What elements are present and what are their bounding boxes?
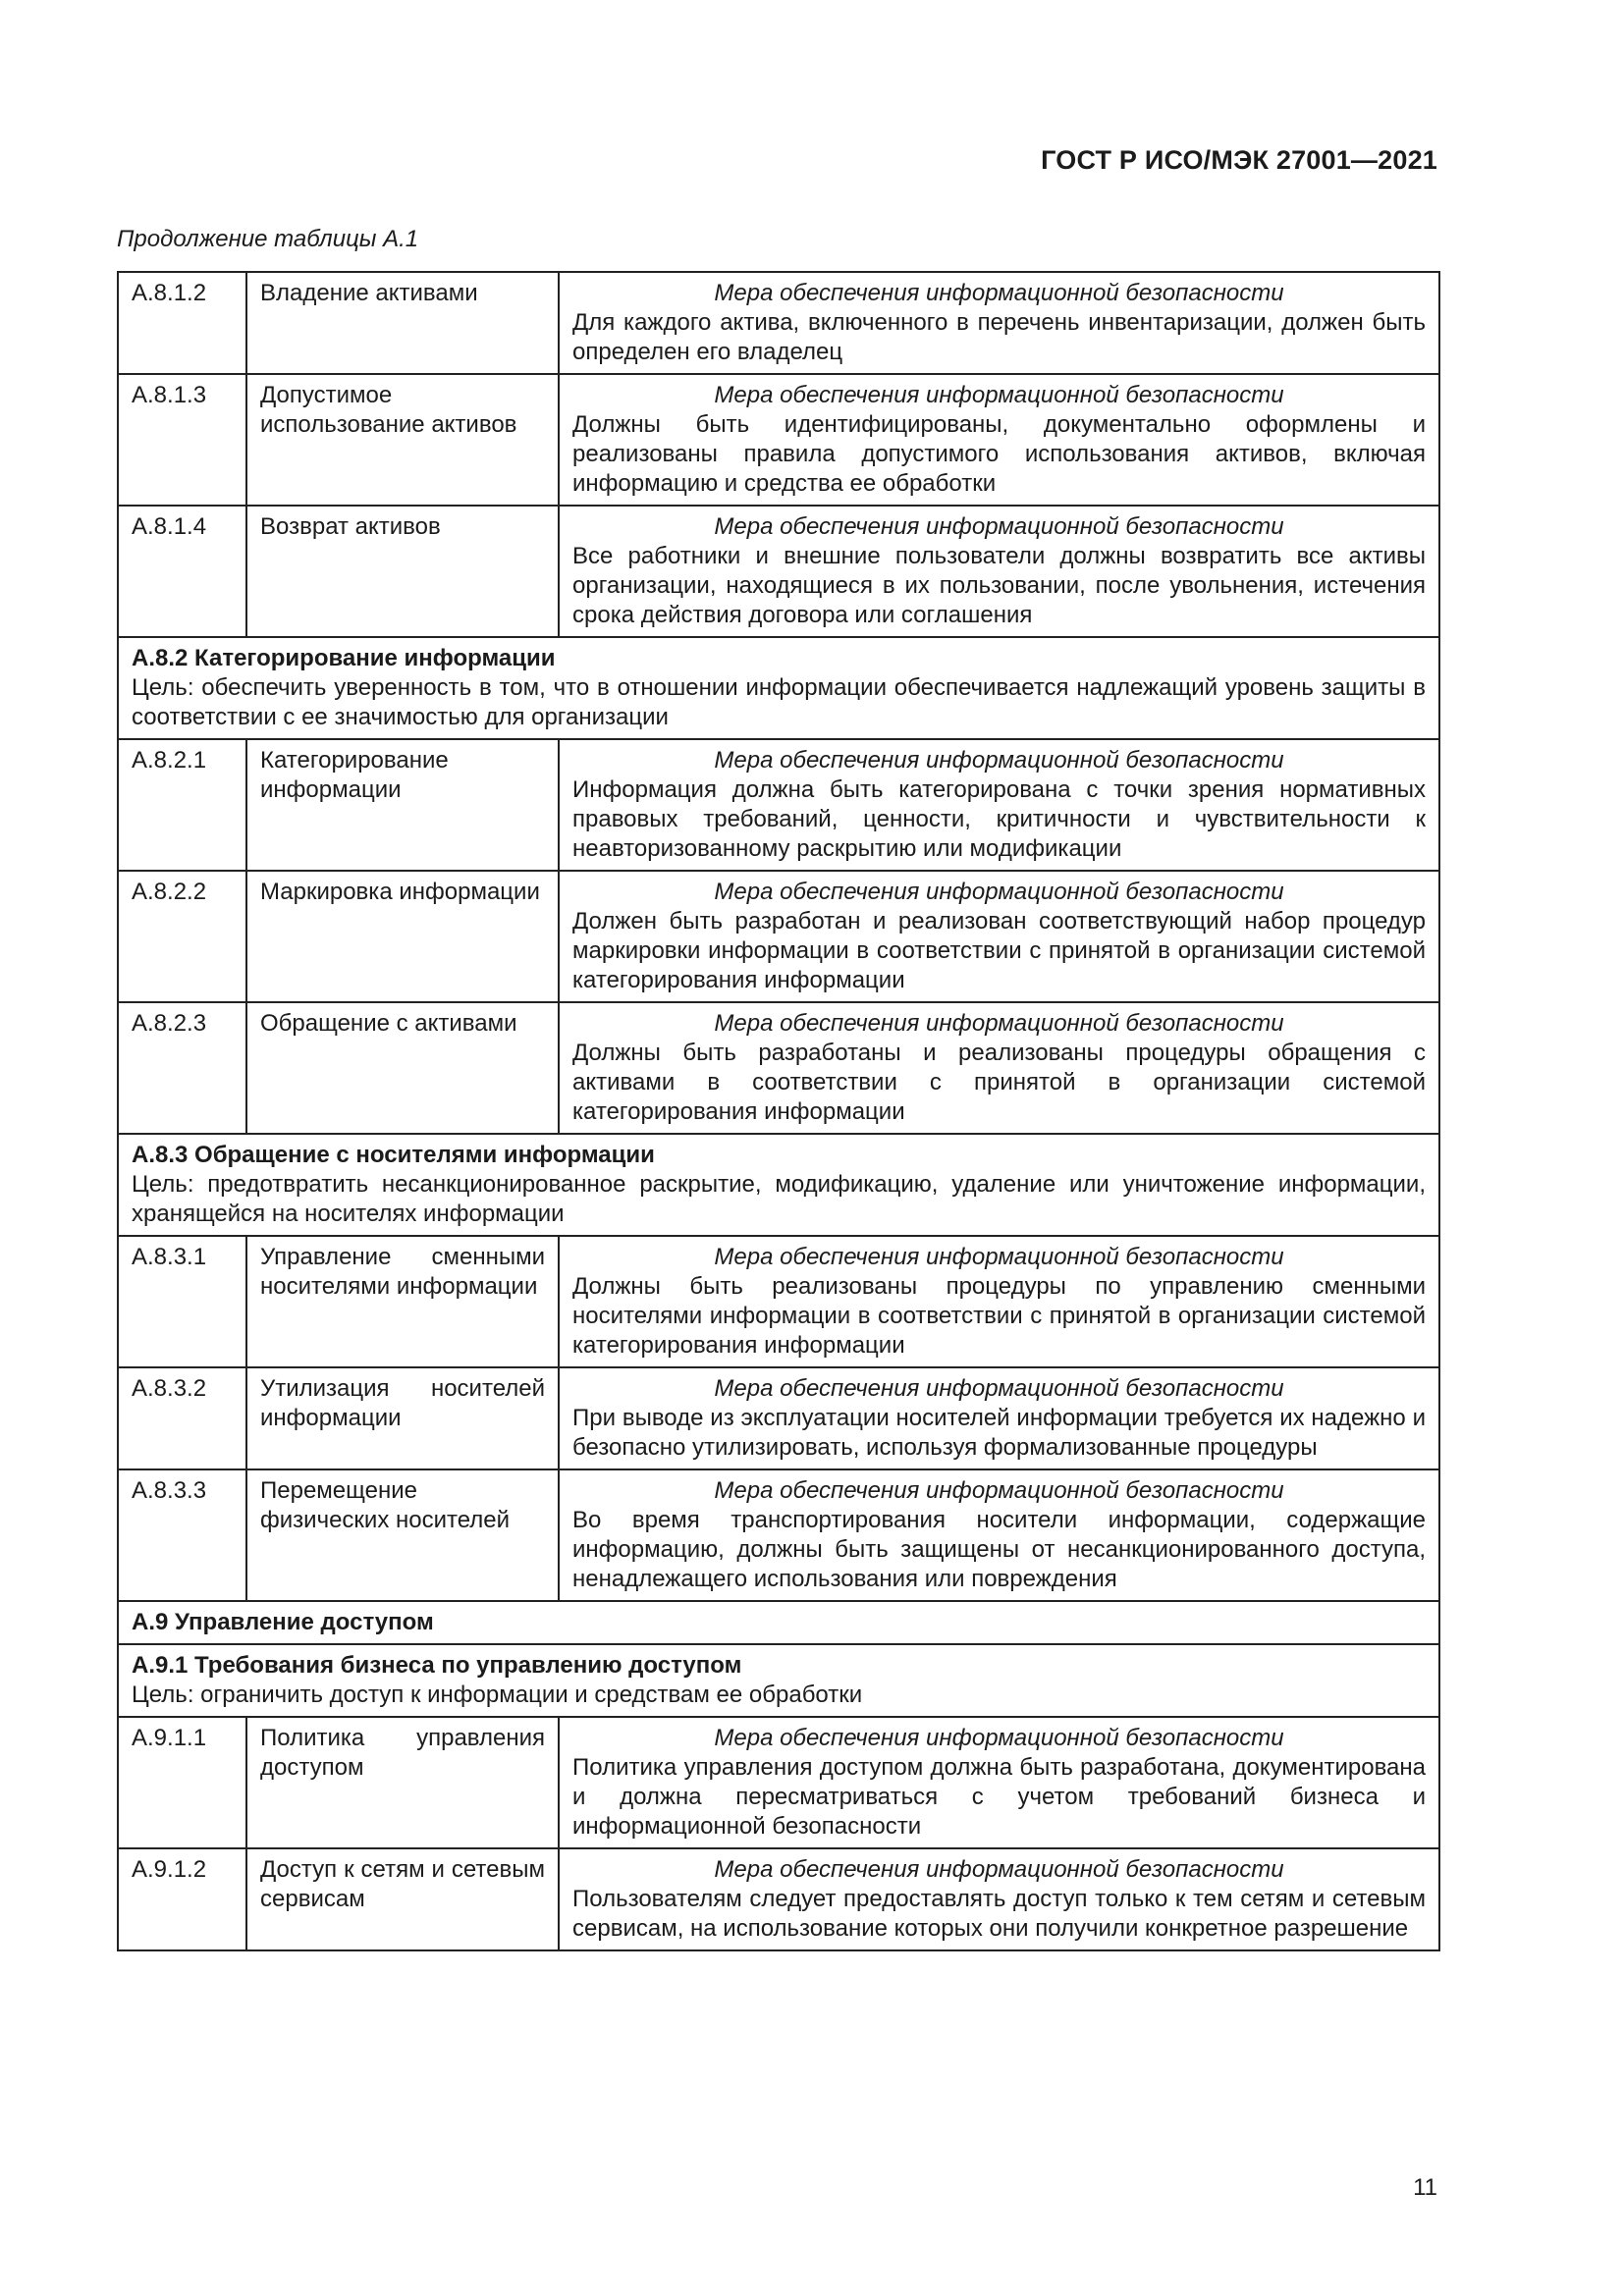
control-name: Владение активами xyxy=(246,272,559,374)
control-id: A.8.2.3 xyxy=(118,1002,246,1134)
control-description: Для каждого актива, включенного в перечень инвентаризации, должен быть определен его владелец xyxy=(572,309,1426,365)
control-cell xyxy=(559,1717,1439,1848)
section-title: A.8.2 Категорирование информации xyxy=(132,645,556,671)
control-name: Перемещение физических носителей xyxy=(246,1469,559,1601)
control-cell xyxy=(559,1469,1439,1601)
control-name: Маркировка информации xyxy=(246,871,559,1002)
section-row xyxy=(118,637,1439,739)
control-id: A.9.1.1 xyxy=(118,1717,246,1848)
control-name: Утилизация носителей информации xyxy=(246,1367,559,1469)
section-cell xyxy=(118,637,1439,739)
measure-label: Мера обеспечения информационной безопасности xyxy=(714,280,1284,306)
section-title: A.9 Управление доступом xyxy=(132,1609,434,1635)
control-name: Обращение с активами xyxy=(246,1002,559,1134)
page-number: 11 xyxy=(1413,2174,1437,2201)
control-row xyxy=(118,739,1439,871)
section-cell xyxy=(118,1134,1439,1236)
measure-label: Мера обеспечения информационной безопасности xyxy=(714,1477,1284,1504)
control-id: A.8.1.2 xyxy=(118,272,246,374)
control-cell xyxy=(559,1002,1439,1134)
control-cell xyxy=(559,1848,1439,1950)
control-row xyxy=(118,1469,1439,1601)
control-row xyxy=(118,272,1439,374)
document-header: ГОСТ Р ИСО/МЭК 27001—2021 xyxy=(1041,145,1437,175)
control-row xyxy=(118,506,1439,637)
section-title: A.8.3 Обращение с носителями информации xyxy=(132,1142,655,1168)
measure-label: Мера обеспечения информационной безопасности xyxy=(714,1244,1284,1270)
measure-label: Мера обеспечения информационной безопасности xyxy=(714,747,1284,774)
control-row xyxy=(118,871,1439,1002)
measure-label: Мера обеспечения информационной безопасности xyxy=(714,1856,1284,1883)
control-name: Управление сменными носителями информации xyxy=(246,1236,559,1367)
control-id: A.8.2.1 xyxy=(118,739,246,871)
control-description: Во время транспортирования носители информации, содержащие информацию, должны быть защищены от несанкционированного доступа, ненадлежащего использования или повреждения xyxy=(572,1507,1426,1592)
control-description: Должны быть реализованы процедуры по управлению сменными носителями информации в соответствии с принятой в организации системой категорирования информации xyxy=(572,1273,1426,1359)
control-id: A.8.3.2 xyxy=(118,1367,246,1469)
control-row xyxy=(118,374,1439,506)
control-id: A.8.3.3 xyxy=(118,1469,246,1601)
control-row xyxy=(118,1848,1439,1950)
section-row xyxy=(118,1644,1439,1717)
control-name: Политика управления доступом xyxy=(246,1717,559,1848)
control-name: Возврат активов xyxy=(246,506,559,637)
control-id: A.8.1.3 xyxy=(118,374,246,506)
measure-label: Мера обеспечения информационной безопасности xyxy=(714,382,1284,408)
control-cell xyxy=(559,739,1439,871)
control-description: Все работники и внешние пользователи должны возвратить все активы организации, находящиеся в их пользовании, после увольнения, истечения срока действия договора или соглашения xyxy=(572,543,1426,628)
control-cell xyxy=(559,1236,1439,1367)
control-name: Категорирование информации xyxy=(246,739,559,871)
control-row xyxy=(118,1002,1439,1134)
control-cell xyxy=(559,1367,1439,1469)
section-goal: Цель: предотвратить несанкционированное раскрытие, модификацию, удаление или уничтожение информации, хранящейся на носителях информации xyxy=(132,1171,1426,1227)
control-cell xyxy=(559,506,1439,637)
control-row xyxy=(118,1367,1439,1469)
section-cell xyxy=(118,1644,1439,1717)
section-goal: Цель: обеспечить уверенность в том, что в отношении информации обеспечивается надлежащий уровень защиты в соответствии с ее значимостью для организации xyxy=(132,674,1426,730)
control-id: A.8.2.2 xyxy=(118,871,246,1002)
control-cell xyxy=(559,374,1439,506)
control-id: A.8.3.1 xyxy=(118,1236,246,1367)
section-goal: Цель: ограничить доступ к информации и средствам ее обработки xyxy=(132,1682,863,1708)
table-caption: Продолжение таблицы А.1 xyxy=(117,226,419,252)
control-description: Пользователям следует предоставлять доступ только к тем сетям и сетевым сервисам, на использование которых они получили конкретное разрешение xyxy=(572,1886,1426,1942)
control-description: Должны быть идентифицированы, документально оформлены и реализованы правила допустимого использования активов, включая информацию и средства ее обработки xyxy=(572,411,1426,497)
control-cell xyxy=(559,272,1439,374)
measure-label: Мера обеспечения информационной безопасности xyxy=(714,1010,1284,1037)
measure-label: Мера обеспечения информационной безопасности xyxy=(714,1375,1284,1402)
control-row xyxy=(118,1717,1439,1848)
control-description: Информация должна быть категорирована с точки зрения нормативных правовых требований, ценности, критичности и чувствительности к неавторизованному раскрытию или модификации xyxy=(572,776,1426,862)
control-description: Должен быть разработан и реализован соответствующий набор процедур маркировки информации в соответствии с принятой в организации системой категорирования информации xyxy=(572,908,1426,993)
controls-table xyxy=(117,271,1440,1951)
section-row xyxy=(118,1134,1439,1236)
measure-label: Мера обеспечения информационной безопасности xyxy=(714,513,1284,540)
control-id: A.9.1.2 xyxy=(118,1848,246,1950)
control-cell xyxy=(559,871,1439,1002)
control-description: Должны быть разработаны и реализованы процедуры обращения с активами в соответствии с принятой в организации системой категорирования информации xyxy=(572,1040,1426,1125)
control-name: Доступ к сетям и сетевым сервисам xyxy=(246,1848,559,1950)
section-title: A.9.1 Требования бизнеса по управлению доступом xyxy=(132,1652,742,1679)
control-name: Допустимое использование активов xyxy=(246,374,559,506)
control-description: При выводе из эксплуатации носителей информации требуется их надежно и безопасно утилизировать, используя формализованные процедуры xyxy=(572,1405,1426,1461)
section-cell xyxy=(118,1601,1439,1644)
control-id: A.8.1.4 xyxy=(118,506,246,637)
section-row xyxy=(118,1601,1439,1644)
control-description: Политика управления доступом должна быть разработана, документирована и должна пересматриваться с учетом требований бизнеса и информационной безопасности xyxy=(572,1754,1426,1840)
measure-label: Мера обеспечения информационной безопасности xyxy=(714,1725,1284,1751)
control-row xyxy=(118,1236,1439,1367)
measure-label: Мера обеспечения информационной безопасности xyxy=(714,879,1284,905)
